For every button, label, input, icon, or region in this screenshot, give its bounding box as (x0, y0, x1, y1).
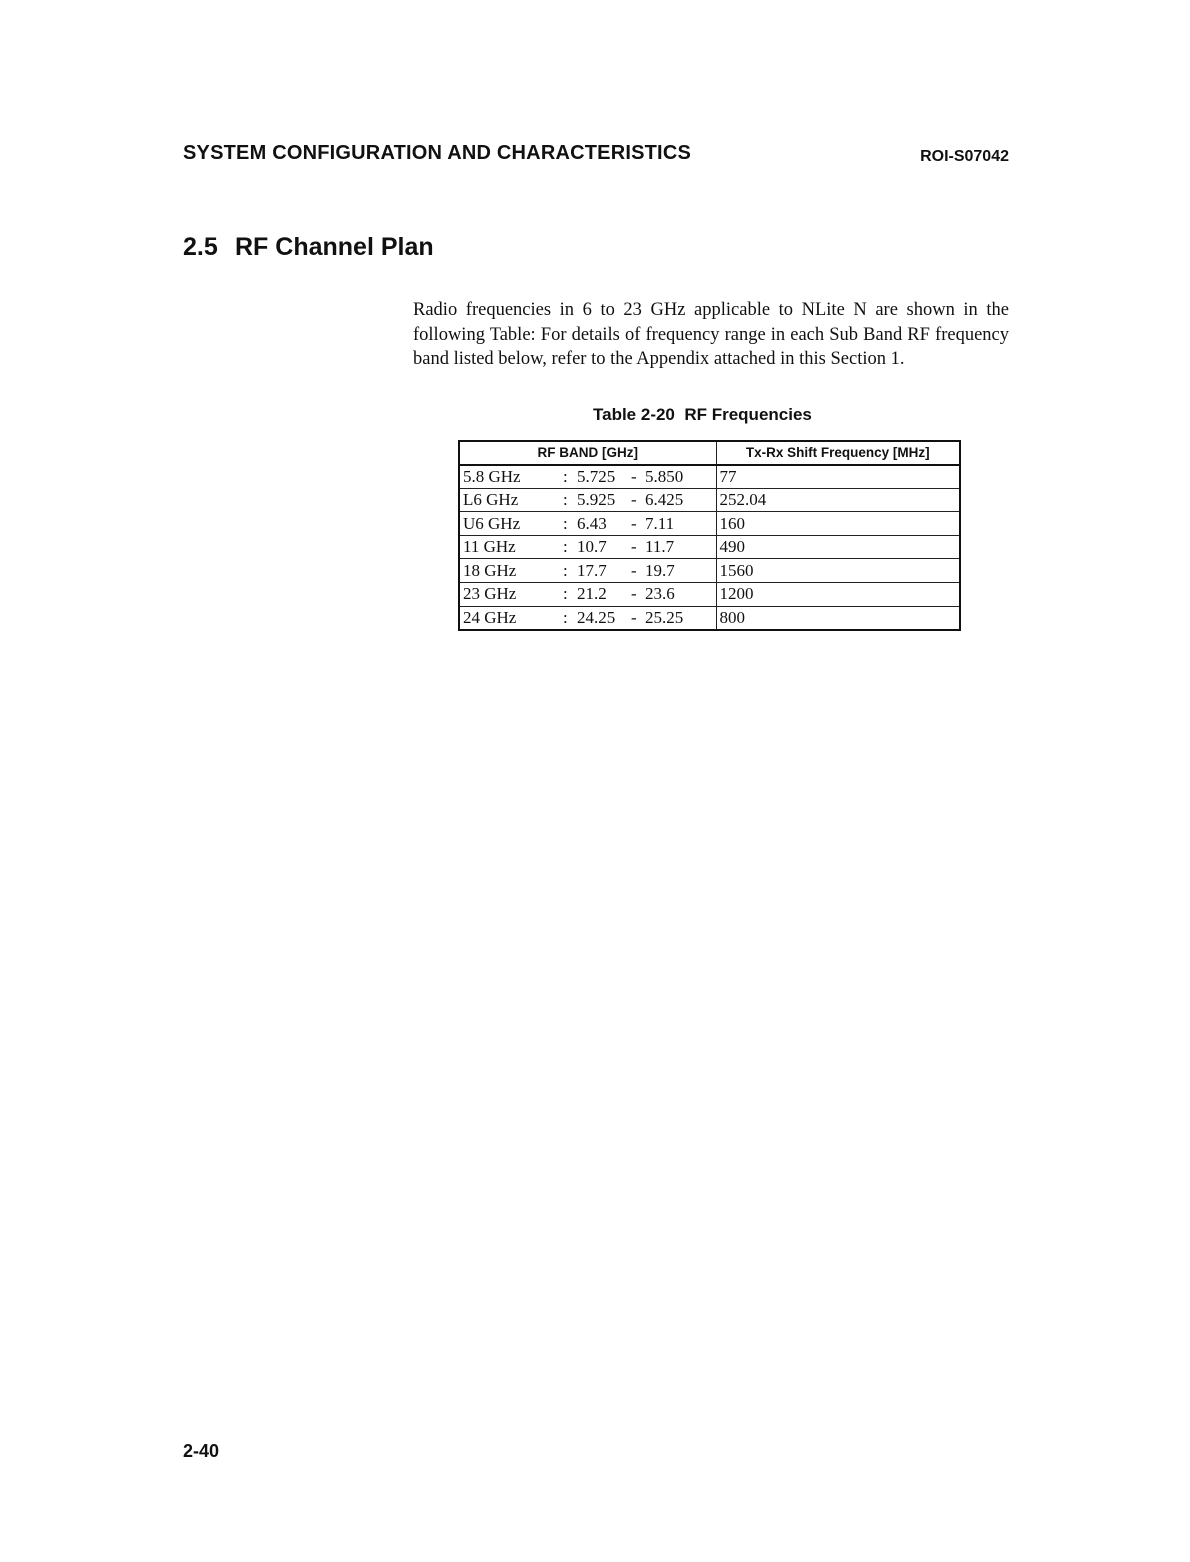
band-range (563, 561, 675, 581)
band-range (563, 467, 683, 487)
range-low: 17.7 (577, 560, 607, 580)
rf-band-cell (459, 606, 716, 630)
rf-band-cell (459, 583, 716, 607)
range-colon: : (563, 489, 568, 509)
table-row (459, 559, 960, 583)
rf-band-cell (459, 535, 716, 559)
range-dash: - (631, 513, 637, 533)
shift-frequency-cell: 77 (716, 465, 960, 489)
range-dash: - (631, 560, 637, 580)
range-colon: : (563, 607, 568, 627)
band-range (563, 490, 683, 510)
range-high: 19.7 (645, 560, 675, 580)
range-low: 10.7 (577, 537, 607, 557)
body-paragraph: Radio frequencies in 6 to 23 GHz applicable to NLite N are shown in the following Table: For details of frequency range in each Sub Band RF frequency band listed below, refer to the Appendix attached in this Section 1. (413, 300, 1009, 369)
column-header-shift-frequency: Tx-Rx Shift Frequency [MHz] (716, 441, 960, 465)
table-header-row (459, 441, 960, 465)
range-high: 23.6 (645, 584, 675, 604)
shift-frequency-cell: 1200 (716, 583, 960, 607)
section-title: RF Channel Plan (235, 233, 434, 261)
column-header-rf-band: RF BAND [GHz] (459, 441, 716, 465)
band-range (563, 584, 675, 604)
band-name: 18 GHz (463, 560, 517, 580)
shift-frequency-cell: 490 (716, 535, 960, 559)
range-colon: : (563, 513, 568, 533)
band-range (563, 537, 674, 557)
shift-frequency-cell: 800 (716, 606, 960, 630)
band-range (563, 514, 674, 534)
shift-frequency-cell: 252.04 (716, 488, 960, 512)
range-high: 25.25 (645, 607, 684, 627)
shift-frequency-cell: 160 (716, 512, 960, 536)
table-row (459, 512, 960, 536)
range-low: 6.43 (577, 513, 607, 533)
band-name: 24 GHz (463, 607, 517, 627)
range-colon: : (563, 537, 568, 557)
section-heading (183, 233, 434, 262)
rf-band-cell (459, 488, 716, 512)
range-colon: : (563, 466, 568, 486)
table-row (459, 465, 960, 489)
range-colon: : (563, 560, 568, 580)
band-range (563, 608, 683, 628)
rf-band-cell (459, 512, 716, 536)
shift-frequency-cell: 1560 (716, 559, 960, 583)
band-name: L6 GHz (463, 489, 519, 509)
range-low: 24.25 (577, 607, 616, 627)
range-dash: - (631, 607, 637, 627)
running-header-title: SYSTEM CONFIGURATION AND CHARACTERISTICS (183, 142, 691, 164)
range-dash: - (631, 466, 637, 486)
rf-frequencies-table (458, 440, 961, 631)
table-row (459, 606, 960, 630)
table-caption: Table 2-20 RF Frequencies (593, 405, 812, 424)
rf-band-cell (459, 465, 716, 489)
range-low: 5.925 (577, 489, 616, 509)
range-colon: : (563, 584, 568, 604)
table-row (459, 583, 960, 607)
band-name: 5.8 GHz (463, 466, 521, 486)
rf-band-cell (459, 559, 716, 583)
band-name: U6 GHz (463, 513, 521, 533)
table-row (459, 488, 960, 512)
table-row (459, 535, 960, 559)
page-number: 2-40 (183, 1441, 220, 1461)
range-high: 11.7 (645, 537, 675, 557)
range-dash: - (631, 584, 637, 604)
range-low: 5.725 (577, 466, 616, 486)
band-name: 11 GHz (463, 537, 516, 557)
section-number: 2.5 (183, 233, 218, 261)
range-dash: - (631, 537, 637, 557)
range-high: 6.425 (645, 489, 684, 509)
document-id: ROI-S07042 (920, 148, 1009, 165)
table-body (459, 465, 960, 630)
range-low: 21.2 (577, 584, 607, 604)
range-dash: - (631, 489, 637, 509)
range-high: 7.11 (645, 513, 675, 533)
band-name: 23 GHz (463, 584, 517, 604)
range-high: 5.850 (645, 466, 684, 486)
